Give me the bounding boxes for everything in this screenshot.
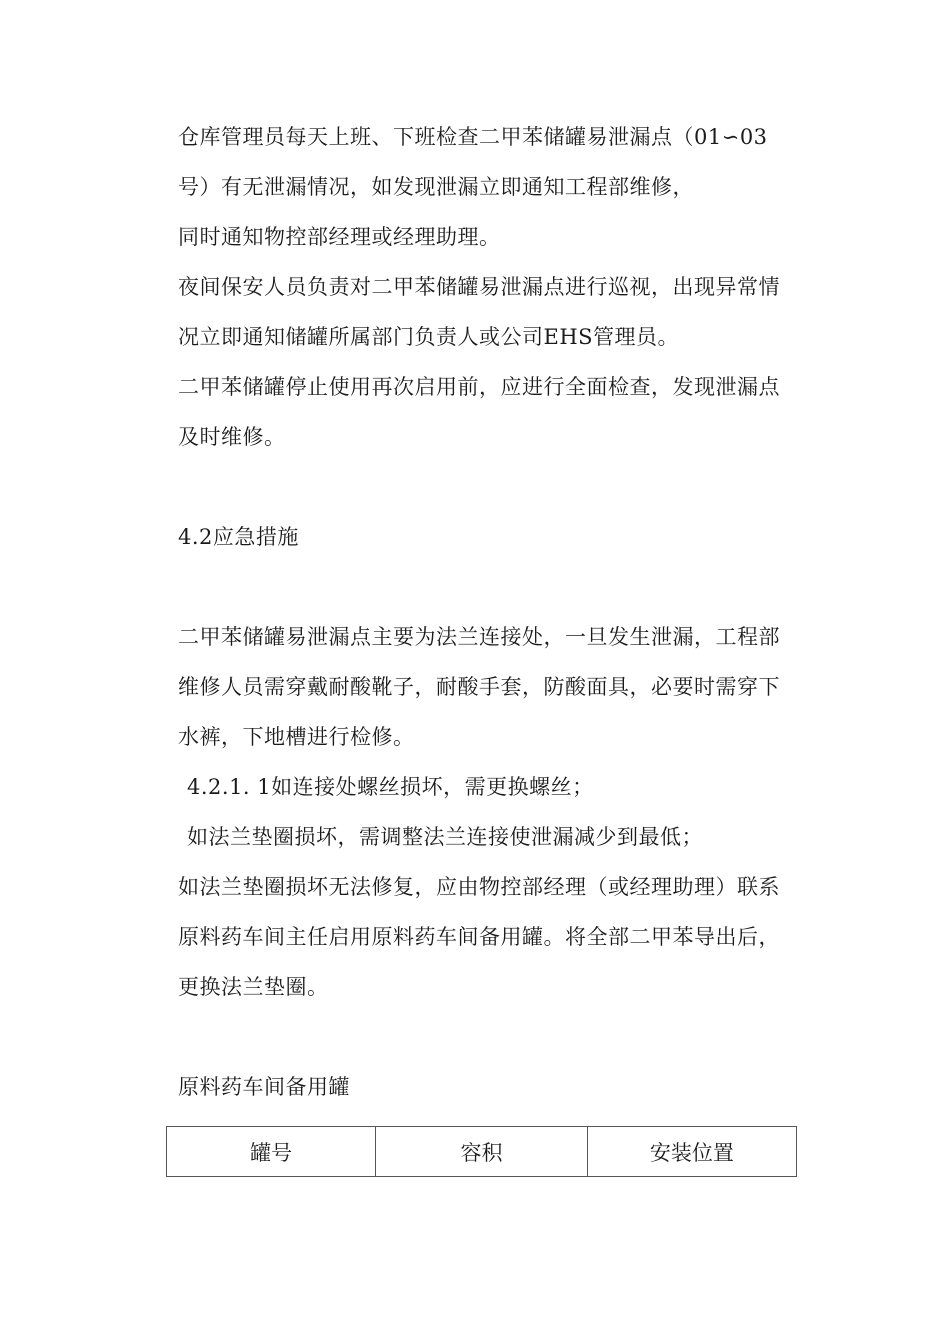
paragraph-line: 夜间保安人员负责对二甲苯储罐易泄漏点进行巡视，出现异常情 [178,275,780,299]
column-header-tank-number: 罐号 [167,1127,376,1177]
list-item: 4.2.1. 1如连接处螺丝损坏，需更换螺丝； [187,775,594,799]
paragraph-line: 二甲苯储罐停止使用再次启用前，应进行全面检查，发现泄漏点 [178,375,780,399]
list-item: 如法兰垫圈损坏，需调整法兰连接使泄漏减少到最低； [187,825,703,849]
paragraph-line: 仓库管理员每天上班、下班检查二甲苯储罐易泄漏点（01∽03 [178,125,768,149]
paragraph-line: 更换法兰垫圈。 [178,975,329,999]
paragraph-line: 原料药车间主任启用原料药车间备用罐。将全部二甲苯导出后， [178,925,780,949]
paragraph-line: 二甲苯储罐易泄漏点主要为法兰连接处，一旦发生泄漏，工程部 [178,625,780,649]
paragraph-line: 及时维修。 [178,425,286,449]
paragraph-line: 号）有无泄漏情况，如发现泄漏立即通知工程部维修， [178,175,694,199]
backup-tank-table [166,1126,797,1177]
section-heading: 4.2应急措施 [178,525,299,549]
table-caption: 原料药车间备用罐 [178,1075,350,1099]
column-header-install-location: 安装位置 [587,1127,796,1177]
paragraph-line: 同时通知物控部经理或经理助理。 [178,225,501,249]
paragraph-line: 如法兰垫圈损坏无法修复，应由物控部经理（或经理助理）联系 [178,875,780,899]
column-header-volume: 容积 [376,1127,587,1177]
paragraph-line: 维修人员需穿戴耐酸靴子，耐酸手套，防酸面具，必要时需穿下 [178,675,780,699]
table-header-row [167,1127,797,1177]
paragraph-line: 况立即通知储罐所属部门负责人或公司EHS管理员。 [178,325,680,349]
paragraph-line: 水裤，下地槽进行检修。 [178,725,415,749]
